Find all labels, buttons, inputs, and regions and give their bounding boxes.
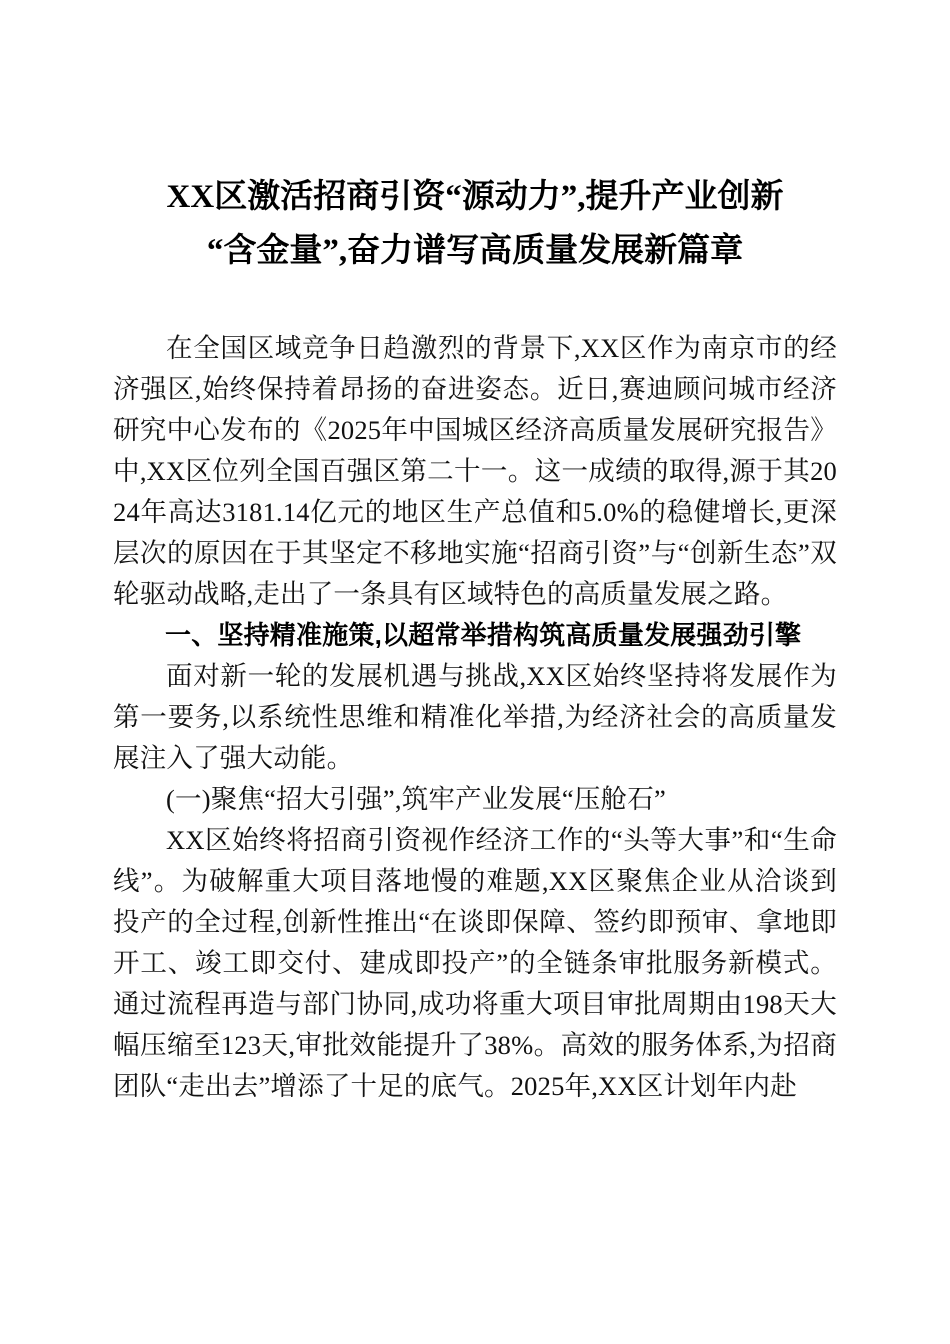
section-heading-1: 一、坚持精准施策,以超常举措构筑高质量发展强劲引擎 <box>165 620 802 650</box>
document-title-line-2: “含金量”,奋力谱写高质量发展新篇章 <box>206 233 744 269</box>
section-1-lead-paragraph: 面对新一轮的发展机遇与挑战,XX区始终坚持将发展作为第一要务,以系统性思维和精准化举措,为经济社会的高质量发展注入了强大动能。 <box>113 661 837 773</box>
intro-paragraph: 在全国区域竞争日趋激烈的背景下,XX区作为南京市的经济强区,始终保持着昂扬的奋进姿态。近日,赛迪顾问城市经济研究中心发布的《2025年中国城区经济高质量发展研究报告》中,XX区位列全国百强区第二十一。这一成绩的取得,源于其2024年高达3181.14亿元的地区生产总值和5.0%的稳健增长,更深层次的原因在于其坚定不移地实施“招商引资”与“创新生态”双轮驱动战略,走出了一条具有区域特色的高质量发展之路。 <box>113 333 837 609</box>
subsection-1-1-paragraph: XX区始终将招商引资视作经济工作的“头等大事”和“生命线”。为破解重大项目落地慢的难题,XX区聚焦企业从洽谈到投产的全过程,创新性推出“在谈即保障、签约即预审、拿地即开工、竣工即交付、建成即投产”的全链条审批服务新模式。通过流程再造与部门协同,成功将重大项目审批周期由198天大幅压缩至123天,审批效能提升了38%。高效的服务体系,为招商团队“走出去”增添了十足的底气。2025年,XX区计划年内赴 <box>113 825 837 1101</box>
document-title-line-1: XX区激活招商引资“源动力”,提升产业创新 <box>166 179 784 215</box>
subsection-heading-1-1: (一)聚焦“招大引强”,筑牢产业发展“压舱石” <box>166 784 666 814</box>
document-title <box>113 0 837 278</box>
document-content <box>113 0 837 1107</box>
